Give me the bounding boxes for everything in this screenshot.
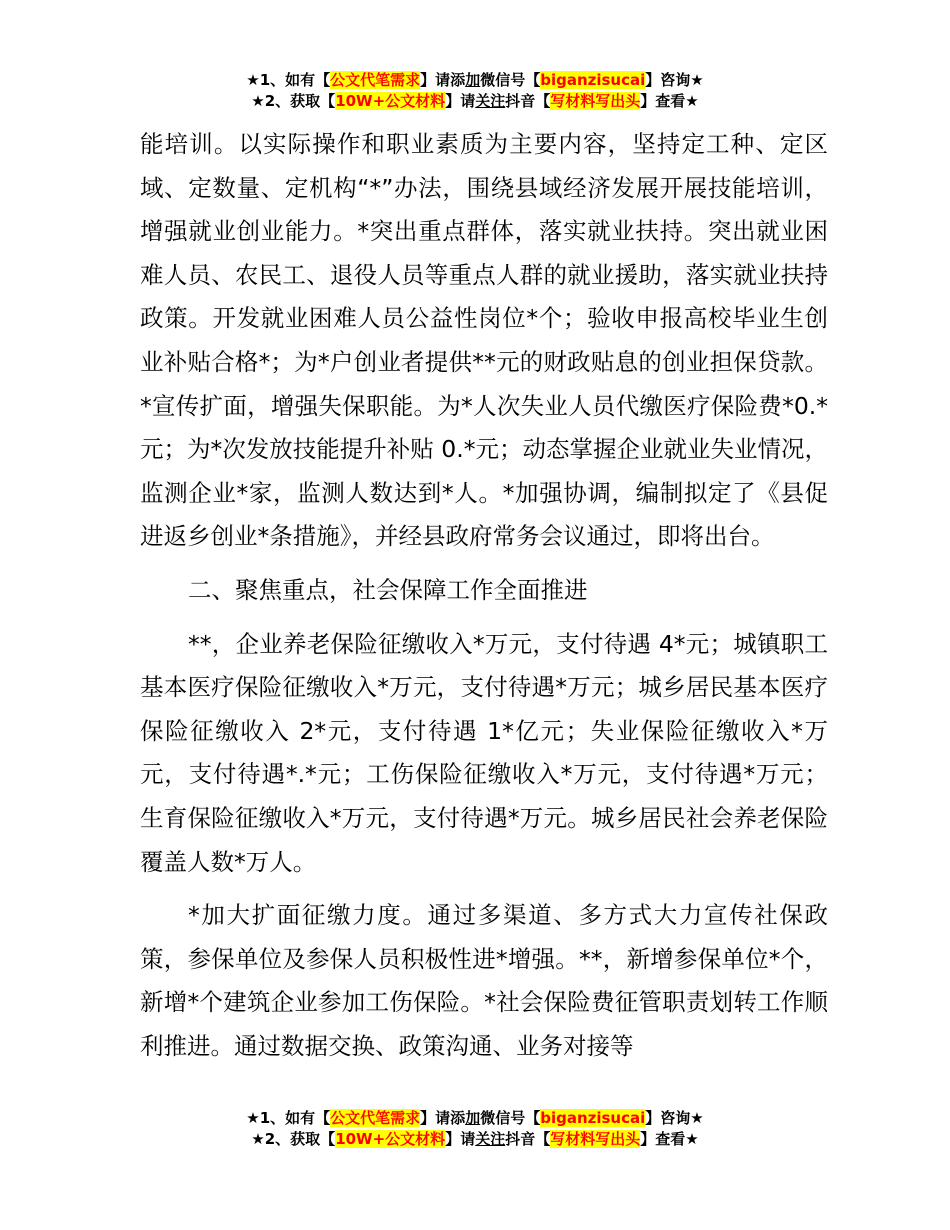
banner-line-1: ★1、如有【公文代笔需求】请添加微信号【biganzisucai】咨询★ xyxy=(246,1109,704,1127)
header-banner xyxy=(0,70,950,112)
highlight-wechat-id: biganzisucai xyxy=(540,71,646,89)
banner-line-1: ★1、如有【公文代笔需求】请添加微信号【biganzisucai】咨询★ xyxy=(246,71,704,89)
highlight-materials: 10W+公文材料 xyxy=(335,92,446,110)
highlight-service: 公文代笔需求 xyxy=(330,1109,421,1127)
footer-banner xyxy=(0,1108,950,1150)
paragraph-employment-training: 能培训。以实际操作和职业素质为主要内容，坚持定工种、定区域、定数量、定机构“*”办法，围绕县域经济发展开展技能培训，增强就业创业能力。*突出重点群体，落实就业扶持。突出就业困难人员、农民工、退役人员等重点人群的就业援助，落实就业扶持政策。开发就业困难人员公益性岗位*个；验收申报高校毕业生创业补贴合格*；为*户创业者提供**元的财政贴息的创业担保贷款。*宣传扩面，增强失保职能。为*人次失业人员代缴医疗保险费*0.*元；为*次发放技能提升补贴 0.*元；动态掌握企业就业失业情况，监测企业*家，监测人数达到*人。*加强协调，编制拟定了《县促进返乡创业*条措施》，并经县政府常务会议通过，即将出台。 xyxy=(140,130,828,551)
highlight-douyin-account: 写材料写出头 xyxy=(550,92,641,110)
paragraph-expansion: *加大扩面征缴力度。通过多渠道、多方式大力宣传社保政策，参保单位及参保人员积极性进*增强。**，新增参保单位*个，新增*个建筑企业参加工伤保险。*社会保险费征管职责划转工作顺利推进。通过数据交换、政策沟通、业务对接等 xyxy=(140,901,828,1060)
paragraph-insurance-figures: **，企业养老保险征缴收入*万元，支付待遇 4*元；城镇职工基本医疗保险征缴收入*万元，支付待遇*万元；城乡居民基本医疗保险征缴收入 2*元，支付待遇 1*亿元；失业保险征缴收入*万元，支付待遇*.*元；工伤保险征缴收入*万元，支付待遇*万元；生育保险征缴收入*万元，支付待遇*万元。城乡居民社会养老保险覆盖人数*万人。 xyxy=(140,629,828,876)
document-body xyxy=(140,123,828,1068)
highlight-materials: 10W+公文材料 xyxy=(335,1130,446,1148)
highlight-douyin-account: 写材料写出头 xyxy=(550,1130,641,1148)
section-heading-social-security: 二、聚焦重点，社会保障工作全面推进 xyxy=(188,575,588,604)
highlight-wechat-id: biganzisucai xyxy=(540,1109,646,1127)
banner-line-2: ★2、获取【10W+公文材料】请关注抖音【写材料写出头】查看★ xyxy=(251,92,699,110)
banner-line-2: ★2、获取【10W+公文材料】请关注抖音【写材料写出头】查看★ xyxy=(251,1130,699,1148)
highlight-service: 公文代笔需求 xyxy=(330,71,421,89)
